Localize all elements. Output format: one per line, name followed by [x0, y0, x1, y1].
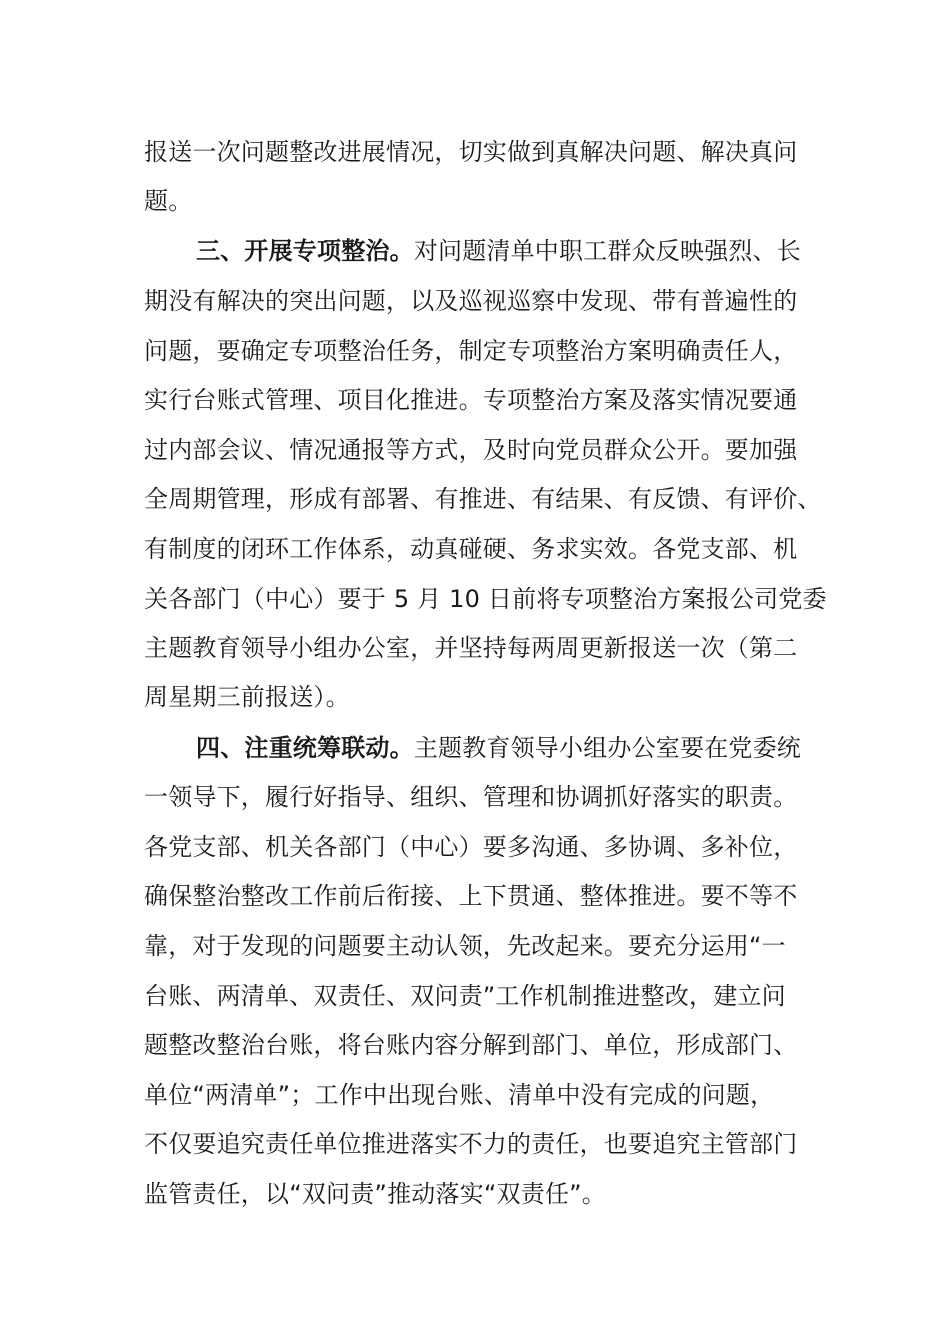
text-line: 靠，对于发现的问题要主动认领，先改起来。要充分运用“一 — [144, 932, 786, 960]
text-line: 报送一次问题整改进展情况，切实做到真解决问题、解决真问 — [144, 138, 798, 166]
text-line: 确保整治整改工作前后衔接、上下贯通、整体推进。要不等不 — [144, 882, 798, 910]
text-line: 不仅要追究责任单位推进落实不力的责任，也要追究主管部门 — [144, 1130, 798, 1158]
section-3-first-line — [196, 231, 801, 271]
section-4-first-line-text: 主题教育领导小组办公室要在党委统 — [413, 734, 802, 762]
text-line: 关各部门（中心）要于 5 月 10 日前将专项整治方案报公司党委 — [144, 585, 827, 613]
section-3-first-line-text: 对问题清单中职工群众反映强烈、长 — [413, 237, 802, 265]
section-4-first-line — [196, 728, 801, 768]
text-line: 各党支部、机关各部门（中心）要多沟通、多协调、多补位， — [144, 833, 798, 861]
text-line: 周星期三前报送）。 — [144, 683, 350, 711]
text-line: 期没有解决的突出问题，以及巡视巡察中发现、带有普遍性的 — [144, 287, 798, 315]
text-line: 问题，要确定专项整治任务，制定专项整治方案明确责任人， — [144, 337, 798, 365]
section-3-heading: 三、开展专项整治。 — [196, 237, 414, 265]
text-line: 台账、两清单、双责任、双问责”工作机制推进整改，建立问 — [144, 982, 786, 1010]
text-line: 实行台账式管理、项目化推进。专项整治方案及落实情况要通 — [144, 386, 798, 414]
text-line: 题。 — [144, 187, 193, 215]
text-line: 监管责任，以“双问责”推动落实“双责任”。 — [144, 1180, 606, 1208]
text-line: 过内部会议、情况通报等方式，及时向党员群众公开。要加强 — [144, 436, 798, 464]
text-line: 单位“两清单”；工作中出现台账、清单中没有完成的问题， — [144, 1081, 775, 1109]
text-line: 主题教育领导小组办公室，并坚持每两周更新报送一次（第二 — [144, 634, 798, 662]
section-4-heading: 四、注重统筹联动。 — [196, 734, 414, 762]
text-line: 有制度的闭环工作体系，动真碰硬、务求实效。各党支部、机 — [144, 535, 798, 563]
text-line: 题整改整治台账，将台账内容分解到部门、单位，形成部门、 — [144, 1031, 798, 1059]
text-line: 全周期管理，形成有部署、有推进、有结果、有反馈、有评价、 — [144, 485, 822, 513]
text-line: 一领导下，履行好指导、组织、管理和协调抓好落实的职责。 — [144, 783, 798, 811]
